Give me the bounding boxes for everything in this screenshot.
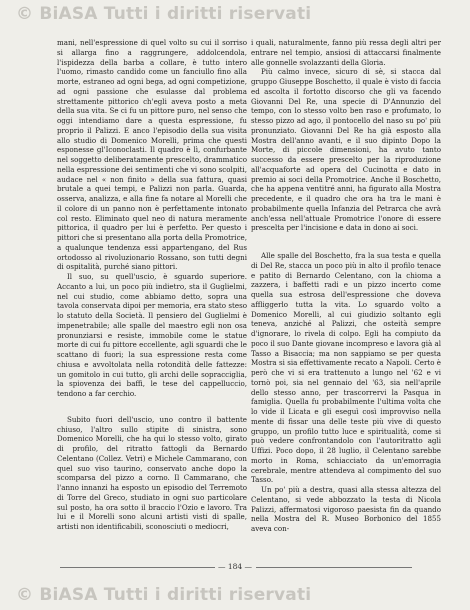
right-text-column — [251, 38, 441, 534]
left-paragraph-2: Il suo, su quell'uscio, è sguardo superiore. Accanto a lui, un poco più indietro, sta il Guglielmi, nel cui studio, come abbiamo detto, sopra una tavola conservata dipoi per memoria, era stato steso lo statuto della Società. Il pensiero del Guglielmi è impenetrabile; alle spalle del maestro egli non osa pronunziarsi e resiste, immobile come le statue morte di cui fu pittore eccellente, agli sguardi che le scattano di fuori; la sua espressione resta come chiusa e avvoltolata nella rotondità delle fattezze: un gomitolo in cui tutto, gli archi delle sopracciglia, la spiovenza dei baffi, le tese del cappelluccio, tendono a far cerchio. — [57, 272, 247, 398]
footer-rule-right — [256, 567, 412, 568]
right-paragraph-1: i quali, naturalmente, fanno più ressa degli altri per entrare nel tempio, ansiosi di attaccarsi finalmente alle gonnelle svolazzanti della Gloria. — [251, 38, 441, 67]
right-paragraph-3: Alle spalle del Boschetto, fra la sua testa e quella di Del Re, stacca un poco più in alto il profilo tenace e patito di Bernardo Celentano, con la chioma a zazzera, i baffetti radi e un pizzo incerto come quella sua estrosa dell'espressione che doveva affliggerlo tutta la vita. Lo sguardo volto a Domenico Morelli, al cui giudizio soltanto egli teneva, anziché al Palizzi, che osteità sempre d'ignorare, lo rivela di colpo. Egli ha compiuto da poco il suo Dante giovane incompreso e lavora già al Tasso a Bisaccia; ma non sappiamo se per questa Mostra si sia effettivamente recato a Napoli. Certo è però che vi si era trattenuto a lungo nel '62 e vi tornò poi, sia nel gennaio del '63, sia nell'aprile dello stesso anno, per trascorrervi la Pasqua in famiglia. Quella fu probabilmente l'ultima volta che lo vide il Licata e gli eseguì così improvviso nella mente di fissar una delle teste più vive di questo gruppo, un profilo tutto luce e spiritualità, come si può vedere confrontandolo con l'autoritratto agli Uffizi. Poco dopo, il 28 luglio, il Celentano sarebbe morto in Roma, schiacciato da un'emorragia cerebrale, mentre attendeva al compimento del suo Tasso. — [251, 251, 441, 485]
watermark-top: © BiASA Tutti i diritti riservati — [16, 4, 312, 24]
right-paragraph-2: Più calmo invece, sicuro di sè, si stacca dal gruppo Giuseppe Boschetto, il quale è visto di faccia ed ascolta il fortotto discorso che gli va facendo Giovanni Del Re, una specie di D'Annunzio del tempo, con lo stesso volto ben raso e profumato, lo stesso pizzo ad ago, il pontocello del naso su po' più pronunziato. Giovanni Del Re ha già esposto alla Mostra dell'anno avanti, e il suo dipinto Dopo la Morte, di piccole dimensioni, ha avuto tanto successo da essere prescelto per la riproduzione all'acquaforte ad opera del Cucinotta e dato in premio ai soci della Promotrice. Anche il Boschetto, che ha appena ventitré anni, ha figurato alla Mostra precedente, e il quadro che ora ha tra le mani è probabilmente quella Infanzia del Petrarca che avrà anch'essa nell'attuale Promotrice l'onore di essere prescelta per l'incisione e data in dono ai soci. — [251, 67, 441, 233]
left-paragraph-1: mani, nell'espressione di quel volto su cui il sorriso si allarga fino a raggrungere, addolcendola, l'ispidezza della barba a collare, è tutto intero l'uomo, rimasto candido come un fanciullo fino alla morte, estraneo ad ogni bega, ad ogni competizione, ad ogni passione che esulasse dal problema strettamente pittorico ch'egli aveva posto a meta della sua vita. Se ci fu un pittore puro, nel senso che oggi intendiamo dare a questa espressione, fu proprio il Palizzi. E anco l'episodio della sua visita allo studio di Domenico Morelli, prima che questi esponesse gl'Iconoclasti. Il quadro è lì, confurbante nel soggetto deliberatamente prescelto, drammatico nella espressione dei sentimenti che vi sono scolpiti, audace nel « non finito » della sua fattura, quasi brutale a quei tempi, e Palizzi non parla. Guarda, osserva, analizza, e alla fine fa notare al Morelli che il colore di un panno non è perfettamente intonato col resto. Eliminato quel neo di natura meramente pittorica, il quadro per lui è perfetto. Per questo i pittori che si presentano alla porta della Promotrice, a qualunque tendenza essi appartengano, del Rus ortodosso al rivoluzionario Rossano, son tutti degni di ospitalità, purché siano pittori. — [57, 38, 247, 272]
left-text-column — [57, 38, 247, 532]
right-paragraph-4: Un po' più a destra, quasi alla stessa altezza del Celentano, si vede abbozzato la testa di Nicola Palizzi, affermatosi vigoroso paesista fin da quando nella Mostra del R. Museo Borbonico del 1855 aveva con- — [251, 485, 441, 533]
page-number: — 184 — — [217, 562, 253, 571]
left-paragraph-3: Subito fuori dell'uscio, uno contro il battente chiuso, l'altro sullo stipite di sinistra, sono Domenico Morelli, che ha qui lo stesso volto, girato di profilo, del ritratto fattogli da Bernardo Celentano (Collez. Vetri) e Michele Cammarano, con quel suo viso taurino, conservato anche dopo la scomparsa del pizzo a corno. Il Cammarano, che l'anno innanzi ha esposto un episodio del Terremoto di Torre del Greco, studiato in ogni suo particolare sul posto, ha ora sotto il braccio l'Ozio e lavoro. Tra lui e il Morelli sono alcuni artisti visti di spalle, artisti non identificabili, sconosciuti o mediocri, — [57, 414, 247, 531]
watermark-bottom: © BiASA Tutti i diritti riservati — [16, 585, 312, 605]
